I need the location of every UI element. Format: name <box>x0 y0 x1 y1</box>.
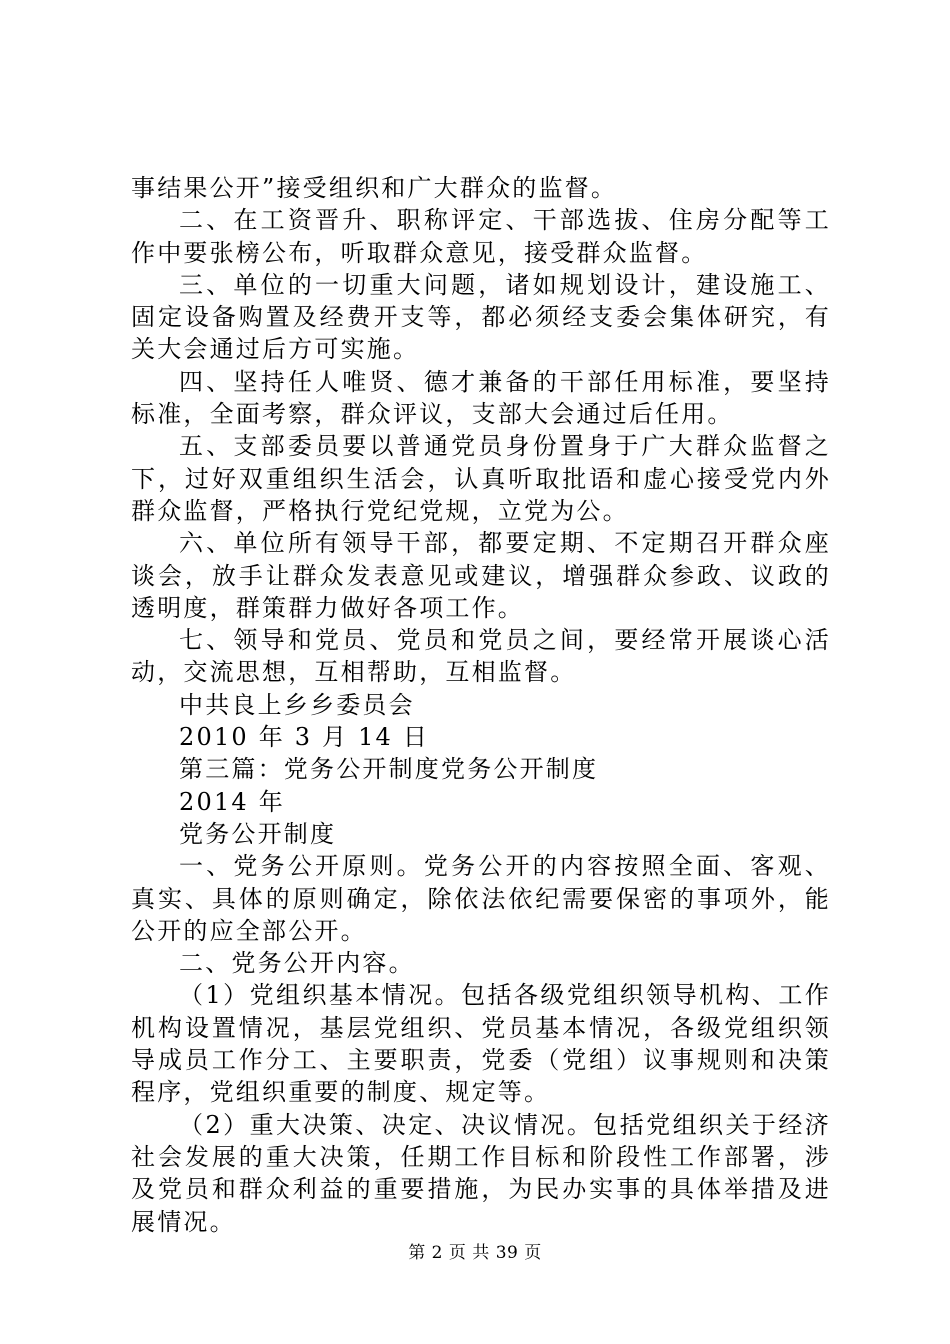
document-body <box>131 172 831 1238</box>
paragraph: 四、坚持任人唯贤、德才兼备的干部任用标准，要坚持标准，全面考察，群众评议，支部大会通过后任用。 <box>131 367 831 429</box>
section-title: 党务公开制度 <box>179 819 337 848</box>
paragraph: 六、单位所有领导干部，都要定期、不定期召开群众座谈会，放手让群众发表意见或建议，增强群众参政、议政的透明度，群策群力做好各项工作。 <box>131 529 831 622</box>
paragraph: 二、党务公开内容。 <box>179 949 415 978</box>
section-year: 2014 年 <box>179 787 285 816</box>
paragraph: （1）党组织基本情况。包括各级党组织领导机构、工作机构设置情况，基层党组织、党员基本情况，各级党组织领导成员工作分工、主要职责，党委（党组）议事规则和决策程序，党组织重要的制度、规定等。 <box>131 981 831 1107</box>
paragraph: 二、在工资晋升、职称评定、干部选拔、住房分配等工作中要张榜公布，听取群众意见，接受群众监督。 <box>131 206 831 267</box>
paragraph: 五、支部委员要以普通党员身份置身于广大群众监督之下，过好双重组织生活会，认真听取批语和虚心接受党内外群众监督，严格执行党纪党规，立党为公。 <box>131 432 831 525</box>
paragraph: 一、党务公开原则。党务公开的内容按照全面、客观、真实、具体的原则确定，除依法依纪需要保密的事项外，能公开的应全部公开。 <box>131 852 831 945</box>
paragraph: 七、领导和党员、党员和党员之间，要经常开展谈心活动，交流思想，互相帮助，互相监督。 <box>131 626 831 687</box>
signature-date: 2010 年 3 月 14 日 <box>179 723 430 752</box>
paragraph: （2）重大决策、决定、决议情况。包括党组织关于经济社会发展的重大决策，任期工作目标和阶段性工作部署，涉及党员和群众利益的重要措施，为民办实事的具体举措及进展情况。 <box>131 1110 831 1236</box>
page-number-footer: 第 2 页 共 39 页 <box>408 1243 542 1263</box>
section-heading: 第三篇：党务公开制度党务公开制度 <box>179 755 599 784</box>
signature-organization: 中共良上乡乡委员会 <box>179 690 415 719</box>
paragraph: 事结果公开”接受组织和广大群众的监督。 <box>131 174 618 202</box>
paragraph: 三、单位的一切重大问题，诸如规划设计，建设施工、固定设备购置及经费开支等，都必须经支委会集体研究，有关大会通过后方可实施。 <box>131 270 831 364</box>
